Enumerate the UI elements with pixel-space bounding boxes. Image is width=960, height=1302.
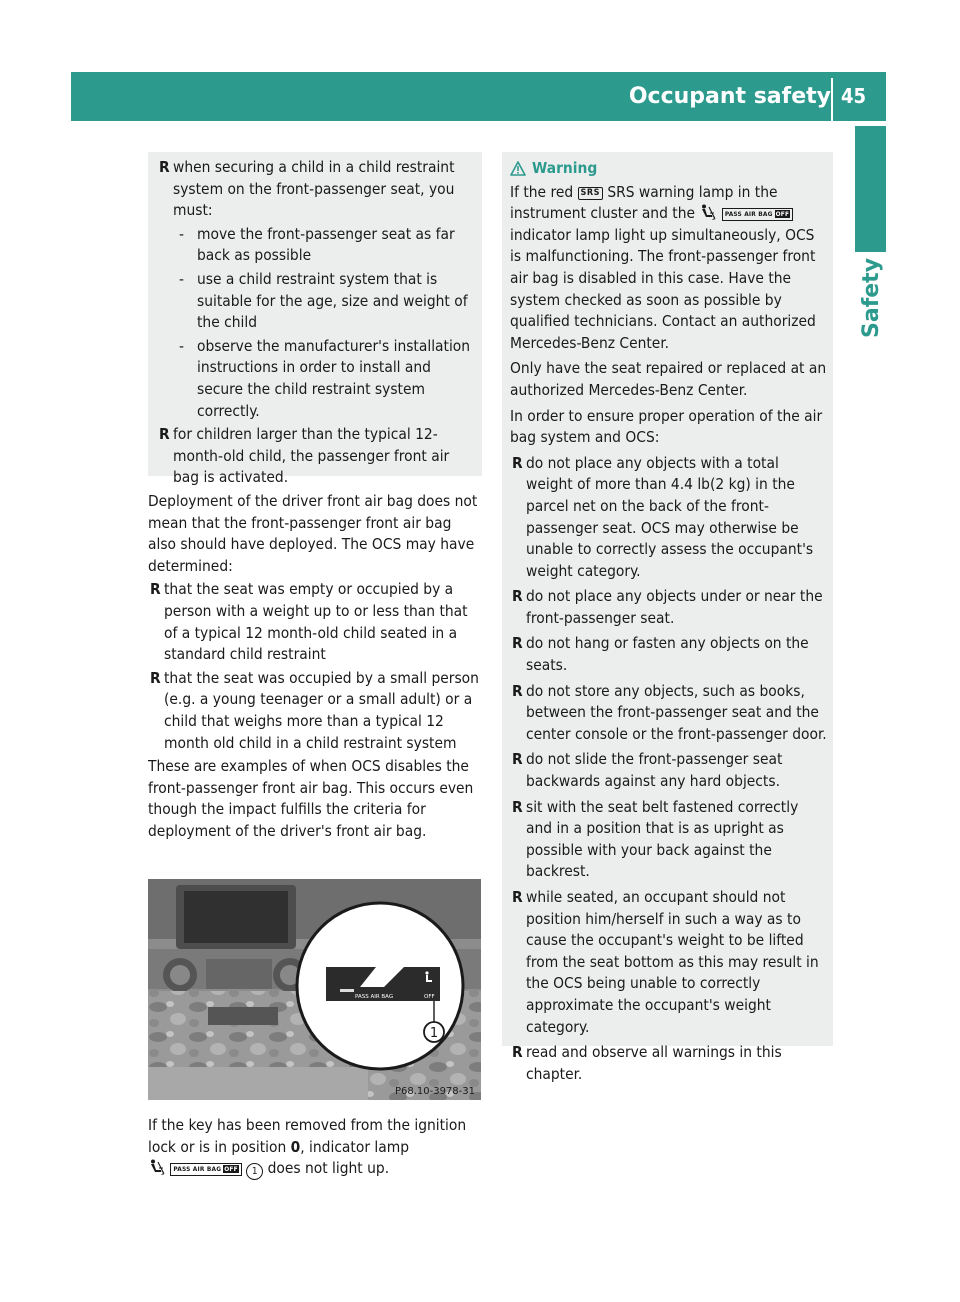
list-item-text: that the seat was empty or occupied by a person with a weight up to or less than that of a typical 12 month-old child seated in a standard child restraint <box>164 580 468 664</box>
svg-text:2: 2 <box>161 1171 165 1177</box>
sub-mark: - <box>179 336 184 355</box>
list-item-text: do not place any objects under or near the front-passenger seat. <box>526 587 823 627</box>
list-item <box>510 749 827 792</box>
list-item <box>157 424 474 489</box>
paragraph <box>510 182 827 355</box>
sub-mark: - <box>179 269 184 288</box>
bullet-mark: R <box>512 587 523 606</box>
figure-label-pass-air-bag: PASS AIR BAG <box>355 994 394 1000</box>
section-title: Occupant safety <box>628 84 831 109</box>
list-item-text: do not hang or fasten any objects on the seats. <box>526 634 809 675</box>
srs-warning-lamp-icon: SRS <box>578 187 603 200</box>
list-item <box>510 633 827 676</box>
list-item <box>510 887 827 1038</box>
bullet-mark: R <box>159 158 170 176</box>
bullet-mark: R <box>150 580 161 599</box>
occupied-seat-icon <box>699 204 717 221</box>
list-item-text: that the seat was occupied by a small person (e.g. a young teenager or a small adult) or a child that weighs more than a typical 12 month old child in a child restraint system <box>164 668 479 752</box>
sub-list-item-text: move the front-passenger seat as far back as possible <box>197 224 455 265</box>
list-item-text: sit with the seat belt fastened correctly and in a position that is as upright as possible with your back against the backrest. <box>526 797 799 881</box>
warning-icon <box>510 161 526 176</box>
callout-1-icon: 1 <box>246 1163 263 1180</box>
icon-off-text: OFF <box>775 210 790 219</box>
icon-text: PASS AIR BAG <box>724 210 773 219</box>
list-item-text: while seated, an occupant should not position him/herself in such a way as to cause the occupant's weight to be lifted from the seat bottom as this may result in the OCS being unable to correctly approximate the occupant's weight category. <box>526 888 819 1036</box>
icon-text: PASS AIR BAG <box>173 1165 222 1174</box>
paragraph: In order to ensure proper operation of the air bag system and OCS: <box>510 406 823 447</box>
bullet-mark: R <box>512 797 523 816</box>
page-header <box>71 72 886 121</box>
list-item <box>510 1042 827 1085</box>
bullet-mark: R <box>512 750 523 769</box>
pass-air-bag-off-icon <box>170 1163 241 1176</box>
list-item-text: do not slide the front-passenger seat backwards against any hard objects. <box>526 750 783 791</box>
text: indicator lamp light up simultaneously, OCS is malfunctioning. The front-passenger front air bag is disabled in this case. Have the system checked as soon as possible by qualified technicians. Contact an authorized Mercedes-Benz Center. <box>510 225 816 352</box>
sub-list-item <box>157 269 474 334</box>
child-seat-notes-box <box>148 152 482 487</box>
warning-heading <box>510 158 827 180</box>
figure-label-off: OFF <box>424 994 435 1000</box>
list-item-text: read and observe all warnings in this chapter. <box>526 1043 782 1083</box>
list-item <box>510 453 827 583</box>
page-number: 45 <box>841 84 867 108</box>
figure-callout: 1 <box>429 1026 439 1041</box>
pass-air-bag-off-icon <box>722 208 793 221</box>
list-item-text: do not place any objects with a total weight of more than 4.4 lb(2 kg) in the parcel net on the back of the front-passenger seat. OCS may otherwise be unable to correctly assess the occupant's weight category. <box>526 453 814 580</box>
paragraph: Only have the seat repaired or replaced at an authorized Mercedes-Benz Center. <box>510 359 827 399</box>
key-position: 0 <box>290 1137 301 1156</box>
text: SRS warning lamp in the instrument cluster and the <box>510 182 778 223</box>
warning-box <box>502 152 833 1083</box>
figure-caption <box>148 1115 482 1180</box>
bullet-mark: R <box>512 681 523 700</box>
bullet-mark: R <box>512 1043 523 1062</box>
bullet-mark: R <box>512 888 523 906</box>
sub-list-item-text: use a child restraint system that is suitable for the age, size and weight of the child <box>197 269 468 332</box>
list-item-text: do not store any objects, such as books, between the front-passenger seat and the center console or the front-passenger door. <box>526 681 827 743</box>
paragraph: Deployment of the driver front air bag does not mean that the front-passenger front air bag also should have deployed. The OCS may have determined: <box>148 492 478 575</box>
bullet-mark: R <box>150 668 161 687</box>
icon-off-text: OFF <box>224 1165 238 1174</box>
chapter-tab-bar <box>855 126 886 252</box>
warning-title: Warning <box>532 159 598 177</box>
paragraph: These are examples of when OCS disables the front-passenger front air bag. This occurs even though the impact fulfills the criteria for deployment of the driver's front air bag. <box>148 757 474 840</box>
caption-text <box>148 1115 482 1180</box>
list-item <box>510 681 827 746</box>
list-item <box>148 668 482 754</box>
list-item <box>510 586 827 629</box>
list-item-text: for children larger than the typical 12-month-old child, the passenger front air bag is activated. <box>173 425 450 487</box>
ocs-explanation <box>148 491 482 843</box>
chapter-tab <box>847 257 897 340</box>
text: If the red <box>510 182 578 201</box>
occupied-seat-icon <box>148 1159 166 1176</box>
sub-list-item <box>157 336 474 422</box>
header-divider <box>831 78 833 121</box>
caption-part2: , indicator lamp <box>300 1137 410 1156</box>
list-item <box>157 157 474 222</box>
sub-list-item <box>157 224 474 267</box>
list-item <box>148 579 482 665</box>
bullet-mark: R <box>512 634 523 653</box>
dashboard-figure <box>148 879 481 1100</box>
caption-part3: does not light up. <box>263 1159 390 1178</box>
bullet-mark: R <box>512 453 523 472</box>
bullet-mark: R <box>159 425 170 444</box>
chapter-tab-label: Safety <box>859 257 884 338</box>
list-item <box>510 797 827 883</box>
svg-text:2: 2 <box>712 216 716 222</box>
caption-part1: If the key has been removed from the ignition lock or is in position <box>148 1116 467 1156</box>
sub-mark: - <box>179 224 184 243</box>
sub-list-item-text: observe the manufacturer's installation instructions in order to install and secure the child restraint system correctly. <box>197 336 471 420</box>
list-item-text: when securing a child in a child restraint system on the front-passenger seat, you must: <box>173 158 455 220</box>
figure-code: P68.10-3978-31 <box>394 1086 475 1097</box>
